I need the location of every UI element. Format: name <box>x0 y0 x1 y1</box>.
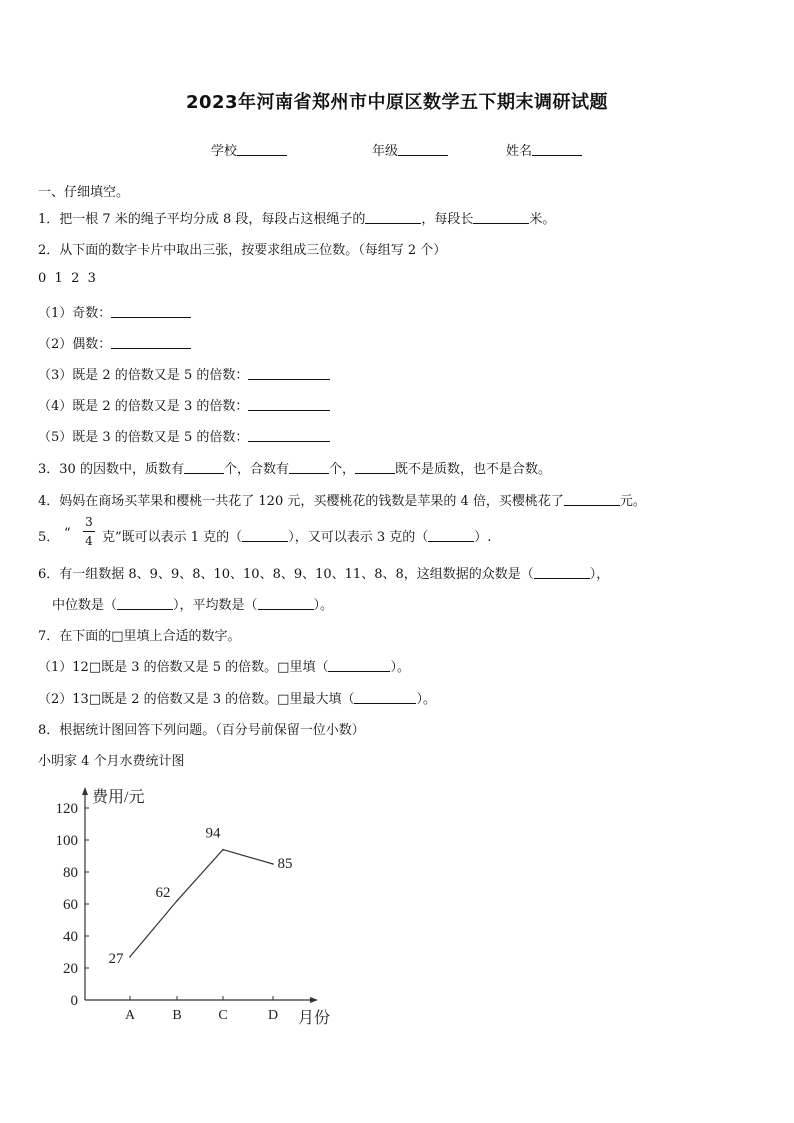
q3-text-b: 个，合数有 <box>223 462 289 477</box>
q6-text-b: ）， <box>589 567 610 582</box>
name-field <box>506 140 582 159</box>
q7-sub-2-text: （2）13□既是 2 的倍数又是 3 的倍数。□里最大填（ <box>38 692 355 707</box>
school-field <box>211 140 287 159</box>
q1-blank-1[interactable] <box>365 210 421 224</box>
data-point <box>129 956 131 958</box>
q2-sub-4-label: （4）既是 2 的倍数又是 3 的倍数： <box>38 399 249 414</box>
y-tick-label: 120 <box>55 801 78 817</box>
q6-text-d: ），平均数是（ <box>173 598 258 613</box>
y-tick-label: 100 <box>55 833 78 849</box>
q2-sub-5 <box>38 426 330 445</box>
q7-sub-1-text: （1）12□既是 3 的倍数又是 5 的倍数。□里填（ <box>38 660 329 675</box>
data-point <box>222 849 224 851</box>
question-6 <box>38 563 609 582</box>
x-tick-label: B <box>172 1008 182 1023</box>
q7-sub-2-end: ）。 <box>416 692 436 707</box>
question-4 <box>38 490 646 509</box>
q1-text-b: ，每段长 <box>421 212 474 227</box>
data-point <box>272 863 274 865</box>
y-tick-label: 0 <box>70 993 78 1009</box>
q3-text-c: 个， <box>328 462 355 477</box>
data-label: 94 <box>205 825 221 842</box>
q5-text-b: ），又可以表示 3 克的（ <box>288 530 429 545</box>
data-label: 85 <box>277 856 293 872</box>
question-1 <box>38 208 555 227</box>
q6-blank-2[interactable] <box>117 596 173 610</box>
question-3 <box>38 458 551 477</box>
y-tick-label: 20 <box>63 961 78 977</box>
q2-sub-5-blank[interactable] <box>248 428 330 442</box>
chart-caption: 小明家 4 个月水费统计图 <box>38 754 185 769</box>
water-fee-line-chart <box>30 776 350 1036</box>
data-label: 27 <box>108 950 124 967</box>
page-title: 2023年河南省郑州市中原区数学五下期末调研试题 <box>185 92 609 113</box>
q1-text-a: 1．把一根 7 米的绳子平均分成 8 段，每段占这根绳子的 <box>38 212 366 227</box>
q4-text-b: 元。 <box>619 494 646 509</box>
x-axis-arrow <box>310 997 318 1003</box>
question-7: 7．在下面的□里填上合适的数字。 <box>38 629 241 644</box>
q2-sub-3 <box>38 364 330 383</box>
q3-blank-2[interactable] <box>289 460 329 474</box>
y-tick-label: 40 <box>63 929 78 945</box>
q7-sub-2 <box>38 688 436 707</box>
q6-text-e: ）。 <box>313 598 334 613</box>
name-label: 姓名 <box>506 144 533 159</box>
question-2: 2．从下面的数字卡片中取出三张，按要求组成三位数。（每组写 2 个） <box>38 243 447 258</box>
x-tick-label: A <box>124 1008 136 1023</box>
q1-blank-2[interactable] <box>473 210 529 224</box>
school-blank[interactable] <box>237 142 287 156</box>
question-5 <box>102 526 491 545</box>
q5-number: 5． <box>38 530 60 545</box>
x-axis-label: 月份 <box>298 1010 331 1027</box>
q2-sub-3-label: （3）既是 2 的倍数又是 5 的倍数： <box>38 368 249 383</box>
school-label: 学校 <box>211 144 238 159</box>
x-tick-label: C <box>218 1008 228 1023</box>
fraction-bar <box>83 531 95 532</box>
grade-blank[interactable] <box>398 142 448 156</box>
q6-blank-1[interactable] <box>534 565 590 579</box>
q3-blank-1[interactable] <box>184 460 224 474</box>
grade-field <box>372 140 448 159</box>
q5-denominator: 4 <box>85 534 93 548</box>
section-heading: 一、仔细填空。 <box>38 185 130 200</box>
q2-sub-2-label: （2）偶数： <box>38 337 112 352</box>
q5-blank-1[interactable] <box>242 528 288 542</box>
number-cards: 0 1 2 3 <box>38 271 96 286</box>
q2-sub-2 <box>38 333 191 352</box>
y-tick-label: 60 <box>63 897 78 913</box>
q2-sub-1 <box>38 302 191 321</box>
series-line <box>130 850 273 957</box>
q5-open-quote: “ <box>64 526 71 541</box>
q4-blank[interactable] <box>564 492 620 506</box>
y-axis-arrow <box>82 787 88 795</box>
q2-sub-5-label: （5）既是 3 的倍数又是 5 的倍数： <box>38 430 249 445</box>
q6-text-c: 中位数是（ <box>52 598 118 613</box>
q7-sub-1-end: ）。 <box>390 660 410 675</box>
q1-text-c: 米。 <box>529 212 556 227</box>
q7-sub-2-blank[interactable] <box>354 690 416 704</box>
q2-sub-1-label: （1）奇数： <box>38 306 112 321</box>
q2-sub-4 <box>38 395 330 414</box>
x-tick-label: D <box>267 1008 279 1023</box>
question-8: 8．根据统计图回答下列问题。（百分号前保留一位小数） <box>38 723 365 738</box>
q5-fraction <box>81 515 97 548</box>
data-label: 62 <box>155 884 171 901</box>
data-point <box>176 900 178 902</box>
q5-text-a: 克”既可以表示 1 克的（ <box>102 530 243 545</box>
q2-sub-3-blank[interactable] <box>248 366 330 380</box>
q3-text-a: 3．30 的因数中，质数有 <box>38 462 184 477</box>
q2-sub-4-blank[interactable] <box>248 397 330 411</box>
question-6-line-2 <box>52 594 333 613</box>
q5-blank-2[interactable] <box>428 528 474 542</box>
q6-text-a: 6．有一组数据 8、9、9、8、10、10、8、9、10、11、8、8，这组数据的众数是（ <box>38 567 534 582</box>
y-tick-label: 80 <box>63 865 78 881</box>
q7-sub-1 <box>38 656 410 675</box>
q7-sub-1-blank[interactable] <box>328 658 390 672</box>
y-axis-label: 费用/元 <box>92 789 145 806</box>
q4-text-a: 4．妈妈在商场买苹果和樱桃一共花了 120 元，买樱桃花的钱数是苹果的 4 倍，买樱桃花了 <box>38 494 564 509</box>
q5-text-c: ）. <box>474 530 492 545</box>
q6-blank-3[interactable] <box>258 596 314 610</box>
q2-sub-2-blank[interactable] <box>111 335 191 349</box>
q5-numerator: 3 <box>85 515 93 529</box>
q3-blank-3[interactable] <box>355 460 395 474</box>
q3-text-d: 既不是质数，也不是合数。 <box>394 462 551 477</box>
grade-label: 年级 <box>372 144 399 159</box>
q2-sub-1-blank[interactable] <box>111 304 191 318</box>
name-blank[interactable] <box>532 142 582 156</box>
